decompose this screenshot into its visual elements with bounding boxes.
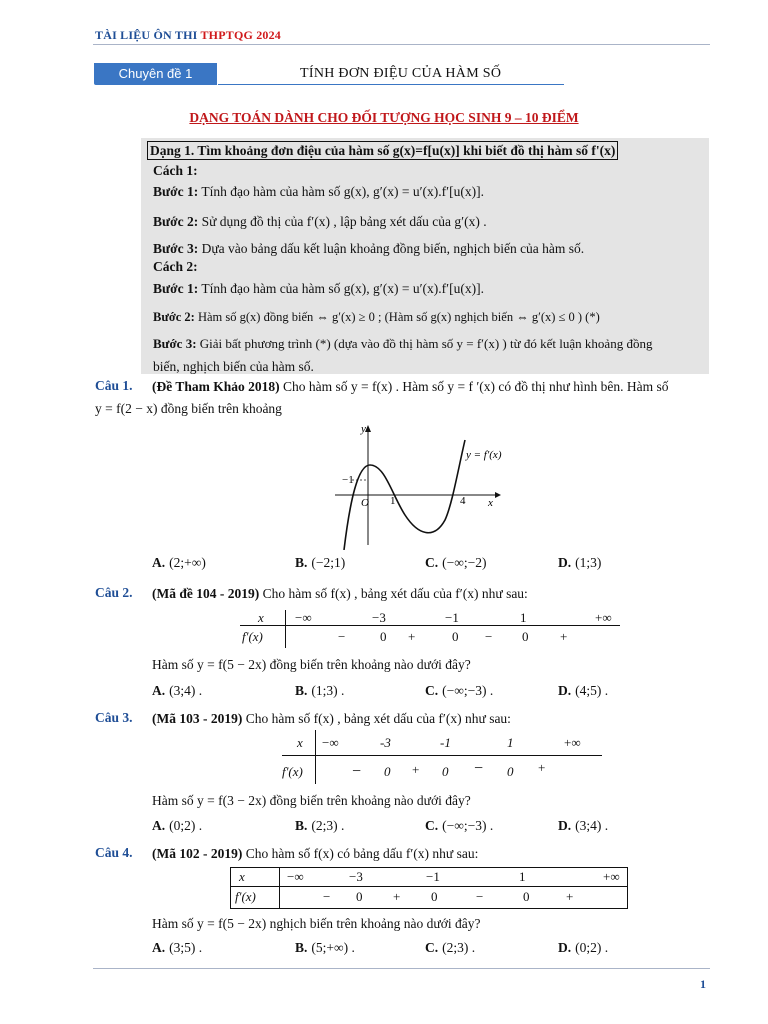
table-cell: +	[538, 760, 546, 775]
option-letter: A.	[152, 940, 166, 955]
question-2-text	[152, 585, 528, 603]
question-4-option-d[interactable]	[558, 940, 608, 956]
way1-step1	[153, 183, 484, 201]
row-label-x: x	[239, 869, 245, 884]
question-4-option-b[interactable]	[295, 940, 355, 956]
question-4-label: Câu 4.	[95, 845, 133, 860]
row-label-x: x	[258, 610, 264, 625]
step-label: Bước 3:	[153, 241, 199, 256]
table-cell: 0	[356, 889, 363, 904]
table-cell: +	[566, 889, 574, 904]
table-cell: −	[338, 629, 346, 644]
page-number: 1	[700, 977, 706, 991]
question-1-text	[152, 378, 668, 396]
question-2-option-b[interactable]	[295, 683, 344, 699]
option-letter: D.	[558, 683, 572, 698]
table-cell: 0	[380, 629, 387, 644]
option-value: (0;2) .	[169, 818, 203, 833]
table-cell: −	[323, 889, 331, 904]
table-cell: 1	[507, 735, 514, 750]
question-2-option-c[interactable]	[425, 683, 493, 699]
option-letter: D.	[558, 555, 572, 570]
option-value: (−∞;−2)	[442, 555, 487, 570]
option-letter: C.	[425, 940, 439, 955]
question-3-option-a[interactable]	[152, 818, 202, 834]
row-label-fprime: f'(x)	[282, 764, 303, 779]
table-divider	[315, 730, 316, 784]
way2-step3	[153, 335, 652, 353]
option-value: (−∞;−3) .	[442, 683, 494, 698]
table-cell: +	[412, 762, 420, 777]
step-text: Tính đạo hàm của hàm số g(x), g′(x) = u′(x).f′[u(x)].	[198, 281, 484, 296]
table-cell: −1	[426, 869, 440, 884]
option-value: (2;3) .	[442, 940, 476, 955]
table-cell: +	[560, 629, 568, 644]
table-cell: −3	[372, 610, 386, 625]
step-text: Giải bất phương trình (*) (dựa vào đồ thị hàm số y = f′(x) ) từ đó kết luận khoảng đồng	[196, 336, 653, 351]
question-body: Cho hàm số f(x) , bảng xét dấu của f′(x) như sau:	[259, 586, 528, 601]
sign-table-q2	[240, 610, 620, 650]
question-1-text-cont: y = f(2 − x) đồng biến trên khoảng	[95, 401, 282, 416]
question-1-option-c[interactable]	[425, 555, 486, 571]
x-axis-arrow	[495, 492, 501, 498]
step-label: Bước 2:	[153, 214, 199, 229]
table-cell: −	[352, 763, 362, 780]
question-3-option-d[interactable]	[558, 818, 608, 834]
step-text: Hàm số g(x) đồng biến ⇔ g′(x) ≥ 0 ; (Hàm số g(x) nghịch biến ⇔ g′(x) ≤ 0 ) (*)	[194, 310, 600, 324]
table-cell: −∞	[322, 735, 339, 750]
table-cell: +∞	[564, 735, 581, 750]
way2-label: Cách 2:	[153, 259, 198, 274]
way1-step2	[153, 213, 487, 231]
table-cell: −∞	[295, 610, 312, 625]
table-cell: −	[485, 629, 493, 644]
question-3-label: Câu 3.	[95, 710, 133, 725]
question-source: (Đề Tham Khảo 2018)	[152, 379, 280, 394]
table-cell: −	[474, 760, 484, 777]
option-letter: A.	[152, 683, 166, 698]
table-cell: −∞	[287, 869, 304, 884]
question-2-label: Câu 2.	[95, 585, 133, 600]
header-divider	[93, 44, 710, 45]
way2-step2	[153, 308, 600, 326]
question-1-option-a[interactable]	[152, 555, 206, 571]
table-divider	[279, 868, 280, 908]
option-letter: C.	[425, 818, 439, 833]
row-label-fprime: f′(x)	[242, 629, 263, 644]
table-cell: 0	[442, 764, 449, 779]
tick-label-neg1: −1	[342, 474, 354, 486]
question-body: Cho hàm số f(x) , bảng xét dấu của f′(x) như sau:	[242, 711, 511, 726]
curve-label: y = f′(x)	[466, 449, 502, 461]
option-value: (1;3)	[575, 555, 602, 570]
document-header	[95, 28, 281, 43]
table-cell: 0	[431, 889, 438, 904]
option-letter: D.	[558, 818, 572, 833]
table-cell: 0	[452, 629, 459, 644]
question-1-option-b[interactable]	[295, 555, 345, 571]
table-cell: −	[476, 889, 484, 904]
table-cell: 1	[519, 869, 526, 884]
question-4-text	[152, 845, 478, 863]
option-value: (−2;1)	[311, 555, 346, 570]
question-4-option-c[interactable]	[425, 940, 475, 956]
question-3-question: Hàm số y = f(3 − 2x) đồng biến trên khoảng nào dưới đây?	[152, 793, 471, 808]
option-value: (1;3) .	[311, 683, 345, 698]
question-2-question: Hàm số y = f(5 − 2x) đồng biến trên khoảng nào dưới đây?	[152, 657, 471, 672]
option-letter: B.	[295, 555, 308, 570]
step-label: Bước 1:	[153, 184, 199, 199]
question-4-option-a[interactable]	[152, 940, 202, 956]
table-cell: 0	[507, 764, 514, 779]
tick-label-4: 4	[460, 495, 466, 507]
step-text: Sử dụng đồ thị của f′(x) , lập bảng xét dấu của g′(x) .	[198, 214, 487, 229]
step-label: Bước 2:	[153, 310, 195, 324]
option-value: (5;+∞) .	[311, 940, 355, 955]
question-source: (Mã 102 - 2019)	[152, 846, 243, 861]
table-cell: −3	[349, 869, 363, 884]
question-3-option-b[interactable]	[295, 818, 344, 834]
table-cell: −1	[445, 610, 459, 625]
step-text: Dựa vào bảng dấu kết luận khoảng đồng biến, nghịch biến của hàm số.	[198, 241, 585, 256]
way2-step3-cont: biến, nghịch biến của hàm số.	[153, 359, 314, 374]
footer-divider	[93, 968, 710, 969]
tick-label-1: 1	[390, 495, 396, 507]
table-cell: +	[393, 889, 401, 904]
table-cell: 0	[522, 629, 529, 644]
topic-badge: Chuyên đề 1	[94, 63, 217, 85]
table-cell: -1	[440, 735, 451, 750]
option-letter: B.	[295, 818, 308, 833]
question-source: (Mã đề 104 - 2019)	[152, 586, 260, 601]
header-title-highlight: THPTQG 2024	[200, 28, 282, 42]
header-title-prefix: TÀI LIỆU ÔN THI	[95, 28, 201, 42]
option-value: (0;2) .	[575, 940, 609, 955]
section-title: DẠNG TOÁN DÀNH CHO ĐỐI TƯỢNG HỌC SINH 9 – 10 ĐIỂM	[189, 110, 579, 125]
question-body: Cho hàm số f(x) có bảng dấu f′(x) như sau:	[242, 846, 479, 861]
way2-step1	[153, 280, 484, 298]
option-value: (−∞;−3) .	[442, 818, 494, 833]
option-letter: C.	[425, 555, 439, 570]
step-label: Bước 1:	[153, 281, 199, 296]
table-cell: +	[408, 629, 416, 644]
table-cell: -3	[380, 735, 391, 750]
sign-table-q4	[230, 867, 628, 909]
row-label-x: x	[297, 735, 303, 750]
option-value: (4;5) .	[575, 683, 609, 698]
way1-step3	[153, 240, 584, 258]
question-3-text	[152, 710, 511, 728]
step-label: Bước 3:	[153, 336, 197, 351]
option-value: (2;+∞)	[169, 555, 206, 570]
option-letter: D.	[558, 940, 572, 955]
question-1-option-d[interactable]	[558, 555, 601, 571]
topic-underline	[218, 84, 564, 85]
option-value: (3;4) .	[575, 818, 609, 833]
x-axis-label: x	[488, 497, 493, 509]
option-value: (3;5) .	[169, 940, 203, 955]
option-value: (3;4) .	[169, 683, 203, 698]
derivative-graph	[330, 420, 520, 550]
question-2-option-a[interactable]	[152, 683, 202, 699]
option-letter: C.	[425, 683, 439, 698]
way1-label: Cách 1:	[153, 163, 198, 178]
question-4-question: Hàm số y = f(5 − 2x) nghịch biến trên khoảng nào dưới đây?	[152, 916, 481, 931]
question-source: (Mã 103 - 2019)	[152, 711, 243, 726]
y-axis-arrow	[365, 425, 371, 432]
option-letter: A.	[152, 555, 166, 570]
topic-title: TÍNH ĐƠN ĐIỆU CỦA HÀM SỐ	[300, 66, 502, 81]
question-1-label: Câu 1.	[95, 378, 133, 393]
method-heading: Dạng 1. Tìm khoảng đơn điệu của hàm số g(x)=f[u(x)] khi biết đồ thị hàm số f'(x)	[147, 141, 618, 160]
table-divider	[231, 886, 627, 887]
table-divider	[285, 610, 286, 648]
option-letter: A.	[152, 818, 166, 833]
option-letter: B.	[295, 683, 308, 698]
table-cell: +∞	[603, 869, 620, 884]
step-text: Tính đạo hàm của hàm số g(x), g′(x) = u′(x).f′[u(x)].	[198, 184, 484, 199]
question-body: Cho hàm số y = f(x) . Hàm số y = f ′(x) có đồ thị như hình bên. Hàm số	[279, 379, 669, 394]
option-value: (2;3) .	[311, 818, 345, 833]
table-cell: 0	[384, 764, 391, 779]
sign-table-q3	[282, 730, 602, 786]
table-cell: 1	[520, 610, 527, 625]
origin-label: O	[361, 497, 369, 509]
option-letter: B.	[295, 940, 308, 955]
table-cell: 0	[523, 889, 530, 904]
question-3-option-c[interactable]	[425, 818, 493, 834]
row-label-fprime: f′(x)	[235, 889, 256, 904]
table-divider	[282, 755, 602, 756]
y-axis-label: y	[361, 423, 366, 435]
table-cell: +∞	[595, 610, 612, 625]
question-2-option-d[interactable]	[558, 683, 608, 699]
